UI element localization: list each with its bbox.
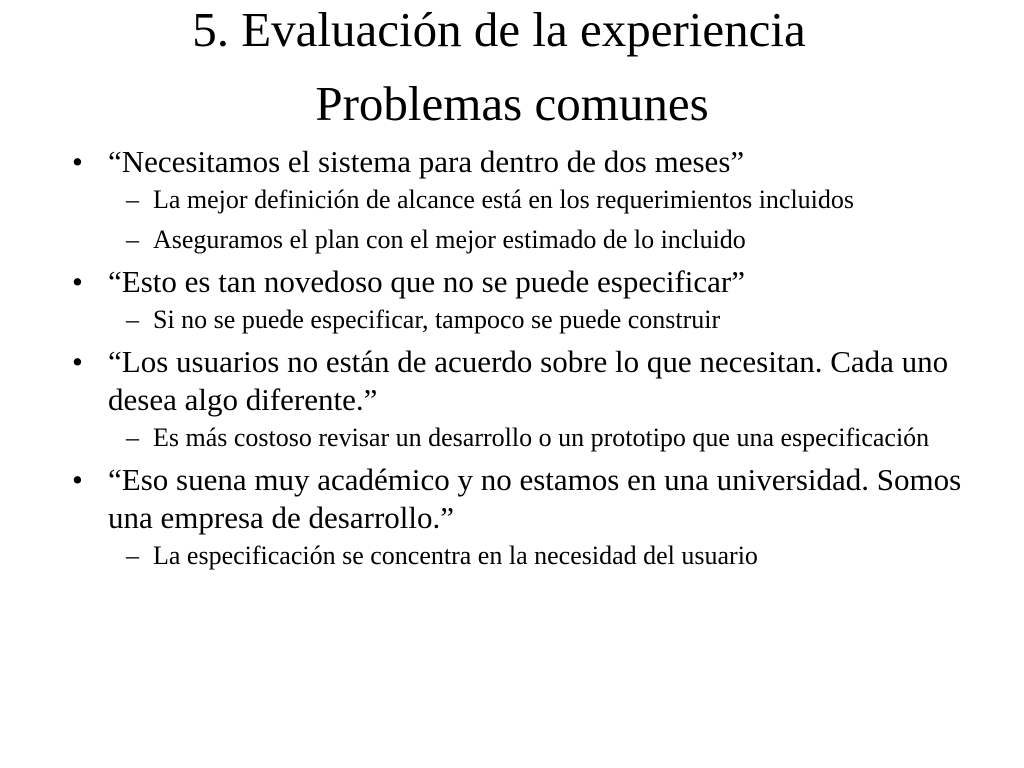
sub-list (108, 303, 992, 337)
sub-list (108, 539, 992, 573)
sub-marker: – (126, 423, 139, 452)
slide-title (0, 0, 1024, 132)
sub-list (108, 421, 992, 455)
sub-text: Es más costoso revisar un desarrollo o un prototipo que una especificación (153, 423, 930, 452)
sub-text: La especificación se concentra en la necesidad del usuario (153, 541, 758, 570)
sub-item (72, 421, 992, 455)
bullet-item-3 (72, 343, 992, 455)
sub-item (72, 539, 992, 573)
sub-marker: – (126, 185, 139, 214)
bullet-marker: • (72, 264, 83, 299)
sub-marker: – (126, 305, 139, 334)
bullet-marker: • (72, 344, 83, 379)
sub-list (108, 183, 992, 257)
bullet-item-4 (72, 461, 992, 573)
sub-marker: – (126, 225, 139, 254)
bullet-marker: • (72, 144, 83, 179)
sub-text: Aseguramos el plan con el mejor estimado de lo incluido (153, 225, 746, 254)
title-line-1: 5. Evaluación de la experiencia (192, 2, 806, 57)
sub-item (72, 223, 992, 257)
sub-text: Si no se puede especificar, tampoco se puede construir (153, 305, 721, 334)
bullet-text: “Esto es tan novedoso que no se puede especificar” (108, 264, 745, 299)
bullet-item-2 (72, 263, 992, 337)
sub-item (72, 183, 992, 217)
sub-item (72, 303, 992, 337)
sub-marker: – (126, 541, 139, 570)
bullet-item-1 (72, 143, 992, 257)
bullet-list (72, 143, 992, 579)
bullet-text: “Eso suena muy académico y no estamos en una universidad. Somos una empresa de desarrollo.” (108, 462, 962, 535)
title-line-2: Problemas comunes (315, 76, 709, 131)
sub-text: La mejor definición de alcance está en los requerimientos incluidos (153, 185, 855, 214)
bullet-text: “Los usuarios no están de acuerdo sobre lo que necesitan. Cada uno desea algo diferente.” (108, 344, 949, 417)
bullet-text: “Necesitamos el sistema para dentro de dos meses” (108, 144, 745, 179)
bullet-marker: • (72, 462, 83, 497)
